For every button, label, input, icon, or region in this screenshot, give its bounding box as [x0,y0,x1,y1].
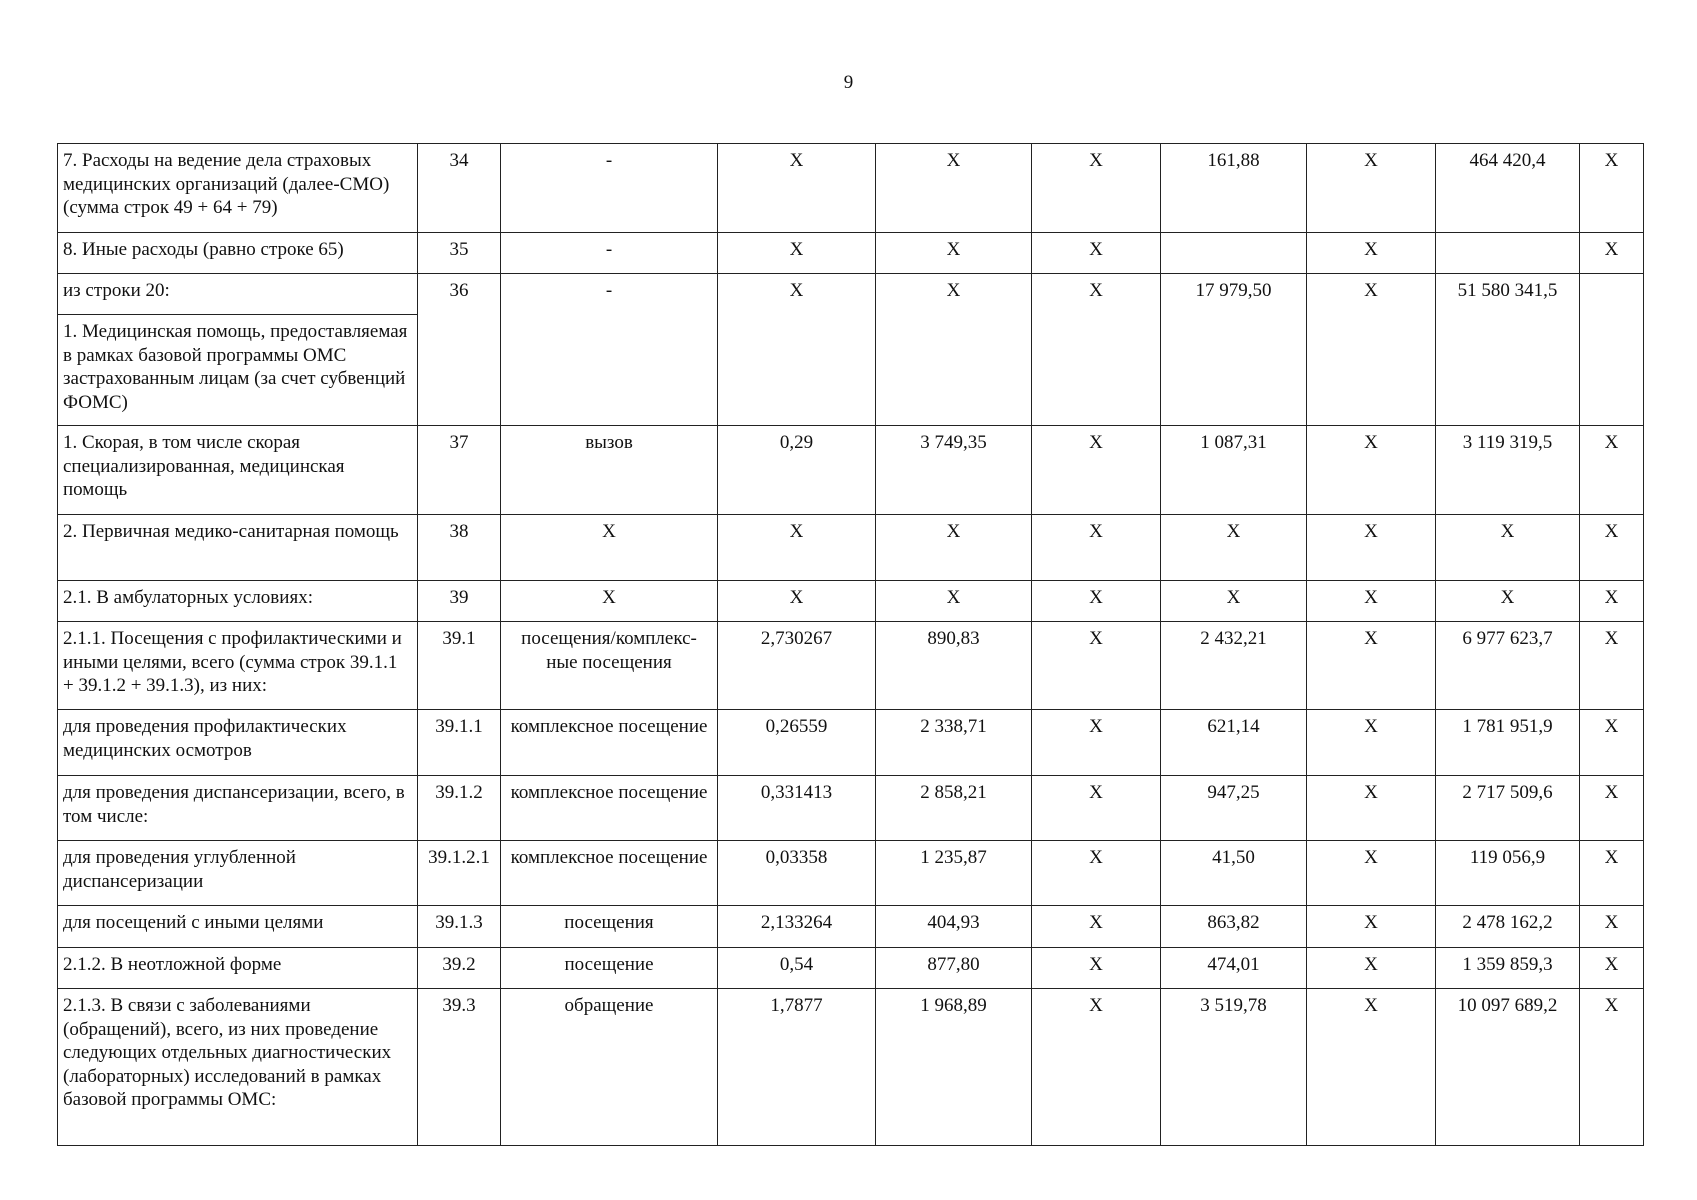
cell-8: X [1307,710,1436,776]
row-name: для проведения диспансеризации, всего, в том числе: [58,776,418,841]
cell-5: X [876,274,1032,426]
cell-10: X [1580,710,1644,776]
row-name: 7. Расходы на ведение дела страховых медицинских организаций (далее-СМО) (сумма строк 49 + 64 + 79) [58,144,418,233]
unit: обращение [501,989,718,1146]
cell-8: X [1307,948,1436,989]
cell-8: X [1307,144,1436,233]
cell-4: 0,331413 [718,776,876,841]
cell-5: 404,93 [876,906,1032,948]
table-row [58,515,1644,581]
line-number: 39.1.1 [418,710,501,776]
line-number: 37 [418,426,501,515]
cell-5: 890,83 [876,622,1032,710]
cell-7: X [1161,581,1307,622]
table-row [58,989,1644,1146]
row-name: из строки 20: [58,274,418,315]
row-name: 2.1.2. В неотложной форме [58,948,418,989]
unit: - [501,144,718,233]
cell-9: 1 359 859,3 [1436,948,1580,989]
cell-4: 0,29 [718,426,876,515]
cell-7: X [1161,515,1307,581]
cell-10: X [1580,622,1644,710]
cell-7: 1 087,31 [1161,426,1307,515]
line-number: 39.2 [418,948,501,989]
cell-9 [1436,233,1580,274]
row-name: 8. Иные расходы (равно строке 65) [58,233,418,274]
cell-5: 3 749,35 [876,426,1032,515]
cell-6: X [1032,144,1161,233]
unit: посещения/комплекс-ные посещения [501,622,718,710]
cell-6: X [1032,274,1161,426]
cell-6: X [1032,710,1161,776]
cell-8: X [1307,841,1436,906]
line-number: 39.1.2 [418,776,501,841]
line-number: 38 [418,515,501,581]
cell-8: X [1307,426,1436,515]
cell-9: 1 781 951,9 [1436,710,1580,776]
cell-9: X [1436,515,1580,581]
cell-6: X [1032,841,1161,906]
table-row [58,622,1644,710]
page-number: 9 [843,72,854,93]
cell-6: X [1032,622,1161,710]
cell-10: X [1580,989,1644,1146]
cell-10: X [1580,581,1644,622]
cell-6: X [1032,426,1161,515]
cell-7: 17 979,50 [1161,274,1307,426]
unit: комплексное посещение [501,776,718,841]
line-number: 39.1.2.1 [418,841,501,906]
row-name: 2. Первичная медико-санитарная помощь [58,515,418,581]
unit: X [501,515,718,581]
cell-4: 2,730267 [718,622,876,710]
cell-6: X [1032,233,1161,274]
cell-4: X [718,233,876,274]
cell-6: X [1032,989,1161,1146]
cell-4: X [718,515,876,581]
cell-4: 2,133264 [718,906,876,948]
line-number: 39 [418,581,501,622]
row-name: 2.1. В амбулаторных условиях: [58,581,418,622]
unit: посещение [501,948,718,989]
unit: - [501,233,718,274]
cell-6: X [1032,515,1161,581]
cell-5: 1 235,87 [876,841,1032,906]
row-name: для проведения профилактических медицинских осмотров [58,710,418,776]
cell-9: 51 580 341,5 [1436,274,1580,426]
cell-4: 0,54 [718,948,876,989]
cell-9: 2 478 162,2 [1436,906,1580,948]
cell-8: X [1307,274,1436,426]
table-row [58,144,1644,233]
cell-5: 877,80 [876,948,1032,989]
cell-4: 0,26559 [718,710,876,776]
cell-10 [1580,274,1644,426]
cell-9: 10 097 689,2 [1436,989,1580,1146]
cell-6: X [1032,581,1161,622]
cell-5: 1 968,89 [876,989,1032,1146]
cell-10: X [1580,144,1644,233]
cell-7 [1161,233,1307,274]
cell-9: 3 119 319,5 [1436,426,1580,515]
table-row [58,274,1644,315]
cell-4: X [718,581,876,622]
cell-10: X [1580,841,1644,906]
line-number: 35 [418,233,501,274]
unit: - [501,274,718,426]
row-name: 2.1.1. Посещения с профилактическими и иными целями, всего (сумма строк 39.1.1 + 39.1.2 + 39.1.3), из них: [58,622,418,710]
cell-6: X [1032,948,1161,989]
line-number: 39.1.3 [418,906,501,948]
row-name: 2.1.3. В связи с заболеваниями (обращений), всего, из них проведение следующих отдельных диагностических (лабораторных) исследований в рамках базовой программы ОМС: [58,989,418,1146]
cell-7: 161,88 [1161,144,1307,233]
table-row [58,233,1644,274]
cell-7: 41,50 [1161,841,1307,906]
cell-4: 1,7877 [718,989,876,1146]
cell-5: X [876,233,1032,274]
table-row [58,776,1644,841]
line-number: 39.3 [418,989,501,1146]
row-name: 1. Скорая, в том числе скорая специализированная, медицинская помощь [58,426,418,515]
line-number: 34 [418,144,501,233]
unit: X [501,581,718,622]
cell-8: X [1307,622,1436,710]
line-number: 39.1 [418,622,501,710]
unit: вызов [501,426,718,515]
unit: комплексное посещение [501,710,718,776]
table-row [58,710,1644,776]
cell-5: 2 858,21 [876,776,1032,841]
table-row [58,841,1644,906]
unit: посещения [501,906,718,948]
cell-7: 863,82 [1161,906,1307,948]
cell-4: X [718,144,876,233]
table-row [58,948,1644,989]
cell-9: 6 977 623,7 [1436,622,1580,710]
cell-10: X [1580,515,1644,581]
cell-8: X [1307,515,1436,581]
cell-9: X [1436,581,1580,622]
row-name: для посещений с иными целями [58,906,418,948]
cell-8: X [1307,581,1436,622]
line-number: 36 [418,274,501,426]
cell-4: 0,03358 [718,841,876,906]
cell-8: X [1307,233,1436,274]
cell-7: 621,14 [1161,710,1307,776]
table-body [58,144,1644,1146]
cell-10: X [1580,776,1644,841]
cell-5: X [876,581,1032,622]
cell-10: X [1580,906,1644,948]
cell-8: X [1307,989,1436,1146]
row-name-continuation: 1. Медицинская помощь, предоставляемая в рамках базовой программы ОМС застрахованным лицам (за счет субвенций ФОМС) [58,315,418,426]
cell-9: 464 420,4 [1436,144,1580,233]
cell-5: X [876,144,1032,233]
unit: комплексное посещение [501,841,718,906]
table-row [58,426,1644,515]
cell-7: 474,01 [1161,948,1307,989]
cell-5: X [876,515,1032,581]
cell-10: X [1580,426,1644,515]
cell-6: X [1032,906,1161,948]
cell-5: 2 338,71 [876,710,1032,776]
cell-10: X [1580,948,1644,989]
cell-8: X [1307,906,1436,948]
cell-9: 2 717 509,6 [1436,776,1580,841]
row-name: для проведения углубленной диспансеризации [58,841,418,906]
cell-8: X [1307,776,1436,841]
cell-10: X [1580,233,1644,274]
cell-7: 2 432,21 [1161,622,1307,710]
data-table [57,143,1644,1146]
table-row [58,581,1644,622]
cell-4: X [718,274,876,426]
cell-7: 3 519,78 [1161,989,1307,1146]
table-row [58,906,1644,948]
cell-6: X [1032,776,1161,841]
cell-7: 947,25 [1161,776,1307,841]
cell-9: 119 056,9 [1436,841,1580,906]
